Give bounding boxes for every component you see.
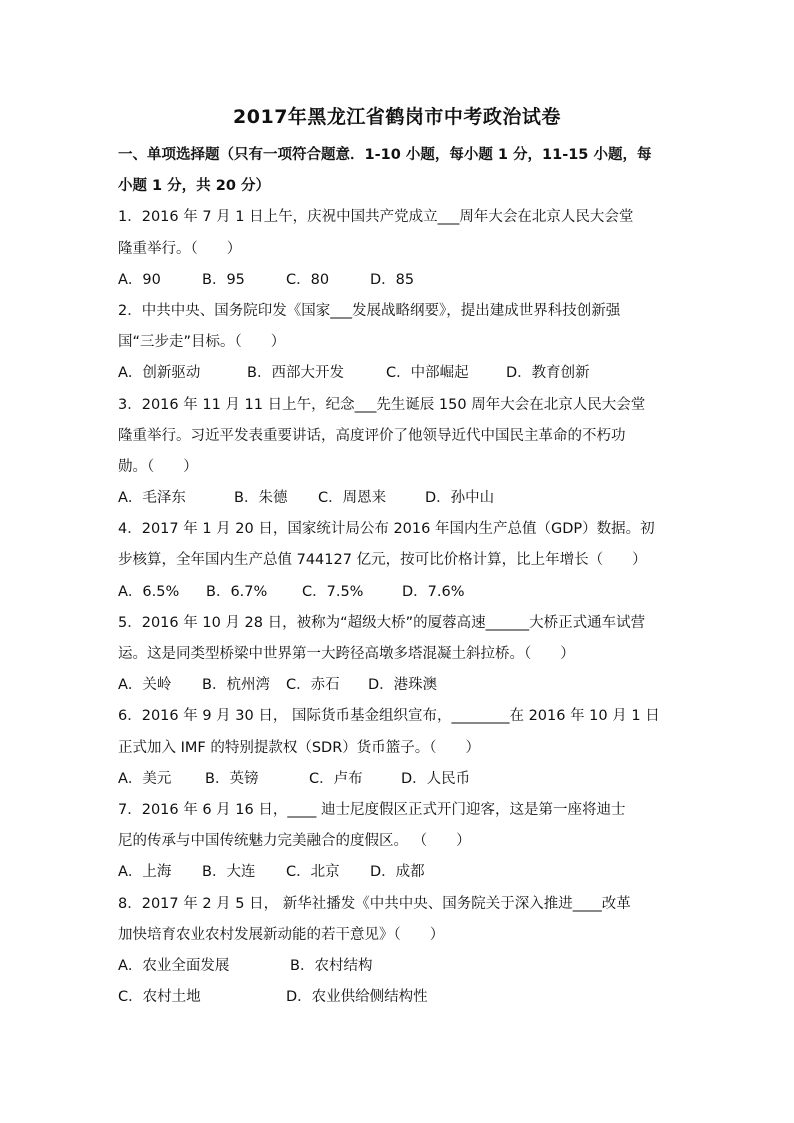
options-row [118, 577, 678, 608]
option-c: C．中部崛起 [386, 365, 469, 382]
option-b: B．杭州湾 [202, 677, 270, 694]
question-stem-line: 2．中共中央、国务院印发《国家___发展战略纲要》，提出建成世界科技创新强 [118, 302, 621, 319]
option-b: B．英镑 [205, 770, 259, 787]
option-d: D．7.6% [402, 583, 465, 600]
option-b: B．农村结构 [290, 957, 373, 974]
question-stem-line: 尼的传承与中国传统魅力完美融合的度假区。 （ ） [118, 833, 471, 850]
question-8 [118, 889, 678, 1014]
options-row [118, 358, 678, 389]
option-a: A．创新驱动 [118, 365, 201, 382]
options-row [118, 951, 678, 982]
question-stem-line: 8．2017 年 2 月 5 日， 新华社播发《中共中央、国务院关于深入推进____改革 [118, 895, 631, 912]
question-stem-line: 步核算，全年国内生产总值 744127 亿元，按可比价格计算，比上年增长（ ） [118, 552, 647, 569]
question-stem-line: 隆重举行。习近平发表重要讲话，高度评价了他领导近代中国民主革命的不朽功 [118, 427, 626, 444]
question-stem-line: 加快培育农业农村发展新动能的若干意见》（ ） [118, 926, 445, 943]
option-a: A．6.5% [118, 583, 180, 600]
option-d: D．孙中山 [425, 490, 495, 507]
question-stem-line: 3．2016 年 11 月 11 日上午，纪念___先生诞辰 150 周年大会在北京人民大会堂 [118, 396, 646, 413]
page-title: 2017年黑龙江省鹤岗市中考政治试卷 [233, 106, 561, 128]
option-b: B．6.7% [206, 583, 268, 600]
option-d: D．成都 [370, 864, 425, 881]
option-c: C．北京 [286, 864, 340, 881]
option-a: A．美元 [118, 770, 172, 787]
exam-content [118, 140, 678, 1013]
option-d: D．85 [370, 271, 415, 288]
question-stem-line: 运。这是同类型桥梁中世界第一大跨径高墩多塔混凝土斜拉桥。（ ） [118, 646, 575, 662]
options-row [118, 764, 678, 795]
question-4 [118, 514, 678, 608]
option-a: A．关岭 [118, 677, 172, 694]
option-b: B．朱德 [234, 490, 288, 507]
question-stem-line: 隆重举行。（ ） [118, 240, 242, 257]
section-heading-line: 小题 1 分，共 20 分） [118, 178, 270, 195]
option-b: B．西部大开发 [247, 365, 344, 382]
question-stem-line: 国“三步走”目标。（ ） [118, 334, 286, 351]
options-row [118, 670, 678, 701]
option-c: C．卢布 [309, 770, 363, 787]
question-stem-line: 5．2016 年 10 月 28 日，被称为“超级大桥”的厦蓉高速______大桥正式通车试营 [118, 614, 646, 631]
question-stem-line: 1．2016 年 7 月 1 日上午，庆祝中国共产党成立___周年大会在北京人民大会堂 [118, 209, 634, 226]
question-5 [118, 608, 678, 702]
option-d: D．教育创新 [506, 365, 590, 382]
option-c: C．周恩来 [318, 490, 387, 507]
options-row [118, 857, 678, 888]
option-d: D．人民币 [401, 770, 471, 787]
option-a: A．农业全面发展 [118, 957, 230, 974]
question-7 [118, 795, 678, 889]
question-stem-line: 勋。（ ） [118, 458, 198, 475]
option-d: D．港珠澳 [368, 677, 438, 694]
question-stem-line: 4．2017 年 1 月 20 日，国家统计局公布 2016 年国内生产总值（GDP）数据。初 [118, 521, 655, 538]
options-row [118, 265, 678, 296]
option-b: B．95 [202, 271, 245, 288]
option-a: A．90 [118, 271, 161, 288]
question-1 [118, 202, 678, 296]
question-stem-line: 7．2016 年 6 月 16 日，____ 迪士尼度假区正式开门迎客，这是第一座将迪士 [118, 801, 626, 818]
options-row [118, 982, 678, 1013]
option-a: A．毛泽东 [118, 490, 186, 507]
question-2 [118, 296, 678, 390]
option-c: C．赤石 [286, 677, 340, 694]
section-heading-line: 一、单项选择题（只有一项符合题意．1-10 小题，每小题 1 分，11-15 小题，每 [118, 147, 652, 163]
option-b: B．大连 [202, 864, 256, 881]
question-stem-line: 6．2016 年 9 月 30 日， 国际货币基金组织宣布，________在 2016 年 10 月 1 日 [118, 708, 660, 725]
option-c: C．80 [286, 271, 330, 288]
question-3 [118, 390, 678, 515]
option-c: C．7.5% [302, 583, 364, 600]
options-row [118, 483, 678, 514]
option-a: A．上海 [118, 864, 172, 881]
option-c: C．农村土地 [118, 989, 201, 1006]
question-stem-line: 正式加入 IMF 的特别提款权（SDR）货币篮子。（ ） [118, 739, 481, 756]
question-6 [118, 701, 678, 795]
option-d: D．农业供给侧结构性 [286, 989, 428, 1006]
